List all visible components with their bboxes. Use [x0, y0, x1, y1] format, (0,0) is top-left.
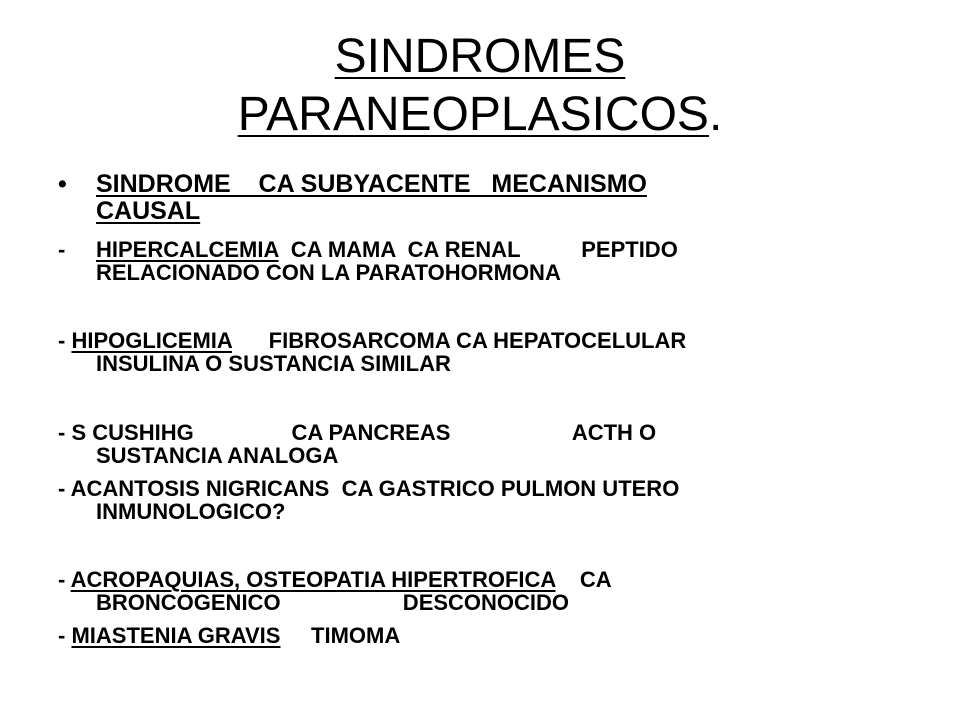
entry-rest: CA MAMA CA RENAL PEPTIDO: [278, 237, 678, 262]
entry-line-1: [96, 238, 678, 261]
entry-line-2: BRONCOGENICO DESCONOCIDO: [96, 590, 570, 615]
entry-dash: -: [58, 237, 66, 262]
entry-rest: FIBROSARCOMA CA HEPATOCELULAR: [231, 328, 687, 353]
entry-syndrome: ACANTOSIS NIGRICANS CA GASTRICO PULMON UTERO: [70, 476, 680, 501]
entry-syndrome: ACROPAQUIAS, OSTEOPATIA HIPERTROFICA: [70, 567, 556, 592]
entry-line-2: RELACIONADO CON LA PARATOHORMONA: [96, 260, 561, 285]
header-text: [96, 171, 647, 225]
entry-rest: TIMOMA: [280, 623, 401, 648]
entry-line-1: [58, 421, 656, 444]
entry-syndrome: HIPOGLICEMIA: [71, 328, 232, 353]
entry-line-1: [58, 624, 400, 647]
entry-dash: -: [58, 623, 72, 648]
list-item: [58, 329, 938, 421]
entry-dash: -: [58, 567, 71, 592]
entry-syndrome: S CUSHIHG CA PANCREAS ACTH O: [71, 420, 657, 445]
entry-line-2: INSULINA O SUSTANCIA SIMILAR: [96, 351, 451, 376]
bullet-icon: •: [58, 170, 67, 198]
entry-dash: -: [58, 328, 72, 353]
header-line-1: SINDROME CA SUBYACENTE MECANISMO: [96, 170, 647, 198]
entry-dash: -: [58, 420, 72, 445]
entry-syndrome: MIASTENIA GRAVIS: [71, 623, 281, 648]
entry-syndrome: HIPERCALCEMIA: [96, 237, 279, 262]
entry-line-1: [58, 329, 686, 352]
entry-line-2: INMUNOLOGICO?: [96, 499, 286, 524]
slide-title: [0, 28, 960, 144]
header-line-2: CAUSAL: [96, 197, 201, 225]
title-period: .: [708, 88, 723, 141]
entry-line-1: [58, 477, 679, 500]
entry-line-1: [58, 568, 612, 591]
entry-line-2: SUSTANCIA ANALOGA: [96, 443, 339, 468]
entry-dash: -: [58, 476, 71, 501]
list-item: [58, 624, 938, 693]
list-item: [58, 477, 938, 569]
title-line-1: SINDROMES: [334, 30, 626, 83]
title-line-2: PARANEOPLASICOS: [237, 88, 709, 141]
entry-rest: CA: [555, 567, 612, 592]
